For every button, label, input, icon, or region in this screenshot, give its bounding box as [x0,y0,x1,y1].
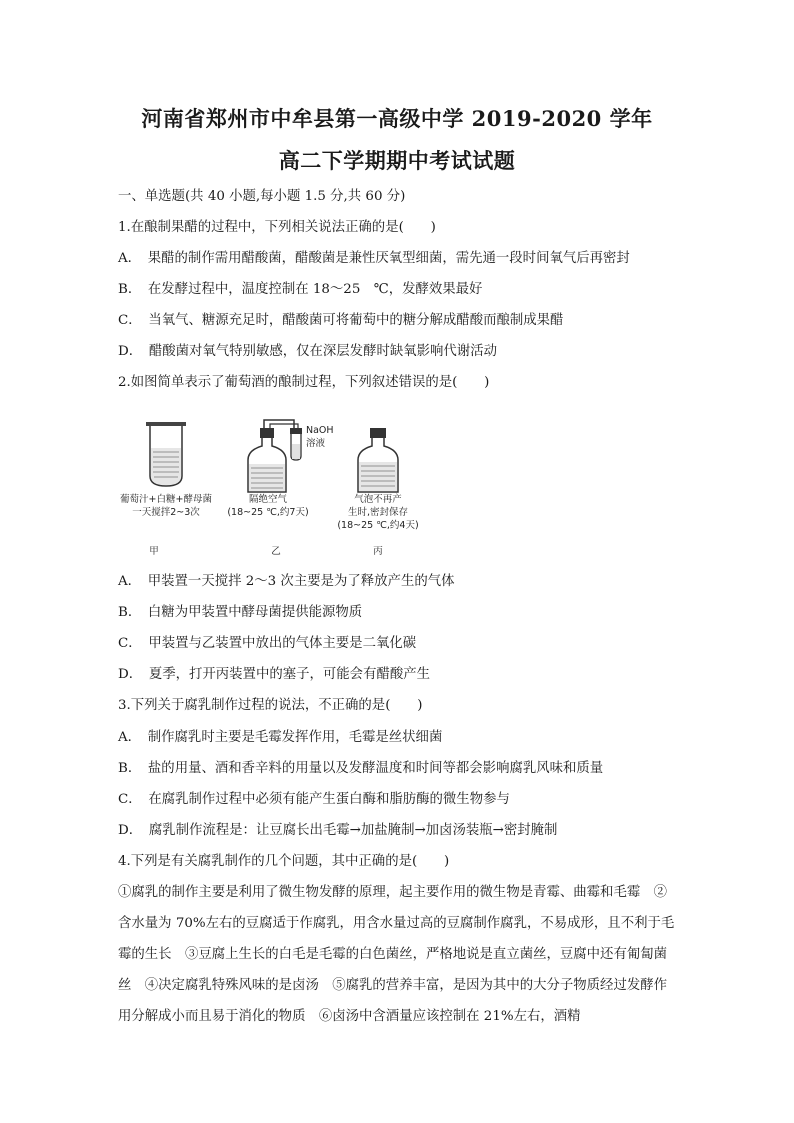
section-heading: 一、单选题(共 40 小题,每小题 1.5 分,共 60 分) [118,189,406,204]
q4-body: ①腐乳的制作主要是利用了微生物发酵的原理，起主要作用的微生物是青霉、曲霉和毛霉 ②含水量为 70%左右的豆腐适于作腐乳，用含水量过高的豆腐制作腐乳，不易成形，且不利于毛霉的生长 ③豆腐上生长的白毛是毛霉的白色菌丝，严格地说是直立菌丝，豆腐中还有匍匐菌丝 ④决定腐乳特殊风味的是卤汤 ⑤腐乳的营养丰富，是因为其中的大分子物质经过发酵作用分解成小而且易于消化的物质 ⑥卤汤中含酒量应该控制在 21%左右，酒精 [118,885,675,1024]
q1-stem: 1.在酿制果醋的过程中，下列相关说法正确的是( ) [118,220,436,235]
q2-option-d: D． 夏季，打开丙装置中的塞子，可能会有醋酸产生 [118,667,431,682]
exam-title-line1: 河南省郑州市中牟县第一高级中学 2019-2020 学年 [141,106,653,131]
q1-option-c: C． 当氧气、糖源充足时，醋酸菌可将葡萄中的糖分解成醋酸而酿制成果醋 [118,313,564,328]
q2-stem: 2.如图简单表示了葡萄酒的酿制过程，下列叙述错误的是( ) [118,375,490,390]
q2-option-b: B． 白糖为甲装置中酵母菌提供能源物质 [118,605,363,620]
q3-option-a: A． 制作腐乳时主要是毛霉发挥作用，毛霉是丝状细菌 [118,730,443,745]
jia-caption-1: 葡萄汁+白糖+酵母菌 [120,494,212,505]
q1-option-d: D． 醋酸菌对氧气特别敏感，仅在深层发酵时缺氧影响代谢活动 [118,344,497,359]
label-yi: 乙 [271,546,281,557]
apparatus-bing [358,428,398,492]
yi-caption-2: (18~25 ℃,约7天) [227,507,309,518]
jia-caption-2: 一天搅拌2~3次 [132,507,200,518]
wine-fermentation-figure [108,414,438,564]
q1-option-a: A． 果醋的制作需用醋酸菌，醋酸菌是兼性厌氧型细菌，需先通一段时间氧气后再密封 [118,251,630,266]
bing-caption-2: 生时,密封保存 [347,507,409,518]
exam-title-line2: 高二下学期期中考试试题 [278,148,516,173]
q3-option-d: D． 腐乳制作流程是：让豆腐长出毛霉→加盐腌制→加卤汤装瓶→密封腌制 [118,823,558,838]
yi-caption-1: 隔绝空气 [248,494,288,505]
label-bing: 丙 [373,546,383,557]
bing-caption-1: 气泡不再产 [354,494,402,505]
q2-option-c: C． 甲装置与乙装置中放出的气体主要是二氧化碳 [118,636,417,651]
apparatus-yi [248,420,334,492]
naoh-label-2: 溶液 [306,438,326,449]
apparatus-jia [146,422,186,486]
q1-option-b: B． 在发酵过程中，温度控制在 18～25 ℃，发酵效果最好 [118,282,483,297]
naoh-label-1: NaOH [306,425,334,436]
bing-caption-3: (18~25 ℃,约4天) [337,520,419,531]
q3-option-b: B． 盐的用量、酒和香辛料的用量以及发酵温度和时间等都会影响腐乳风味和质量 [118,761,604,776]
label-jia: 甲 [149,546,159,557]
q4-stem: 4.下列是有关腐乳制作的几个问题，其中正确的是( ) [118,854,450,869]
q2-option-a: A． 甲装置一天搅拌 2～3 次主要是为了释放产生的气体 [118,574,455,589]
q3-stem: 3.下列关于腐乳制作过程的说法，不正确的是( ) [118,698,423,713]
q3-option-c: C． 在腐乳制作过程中必须有能产生蛋白酶和脂肪酶的微生物参与 [118,792,510,807]
